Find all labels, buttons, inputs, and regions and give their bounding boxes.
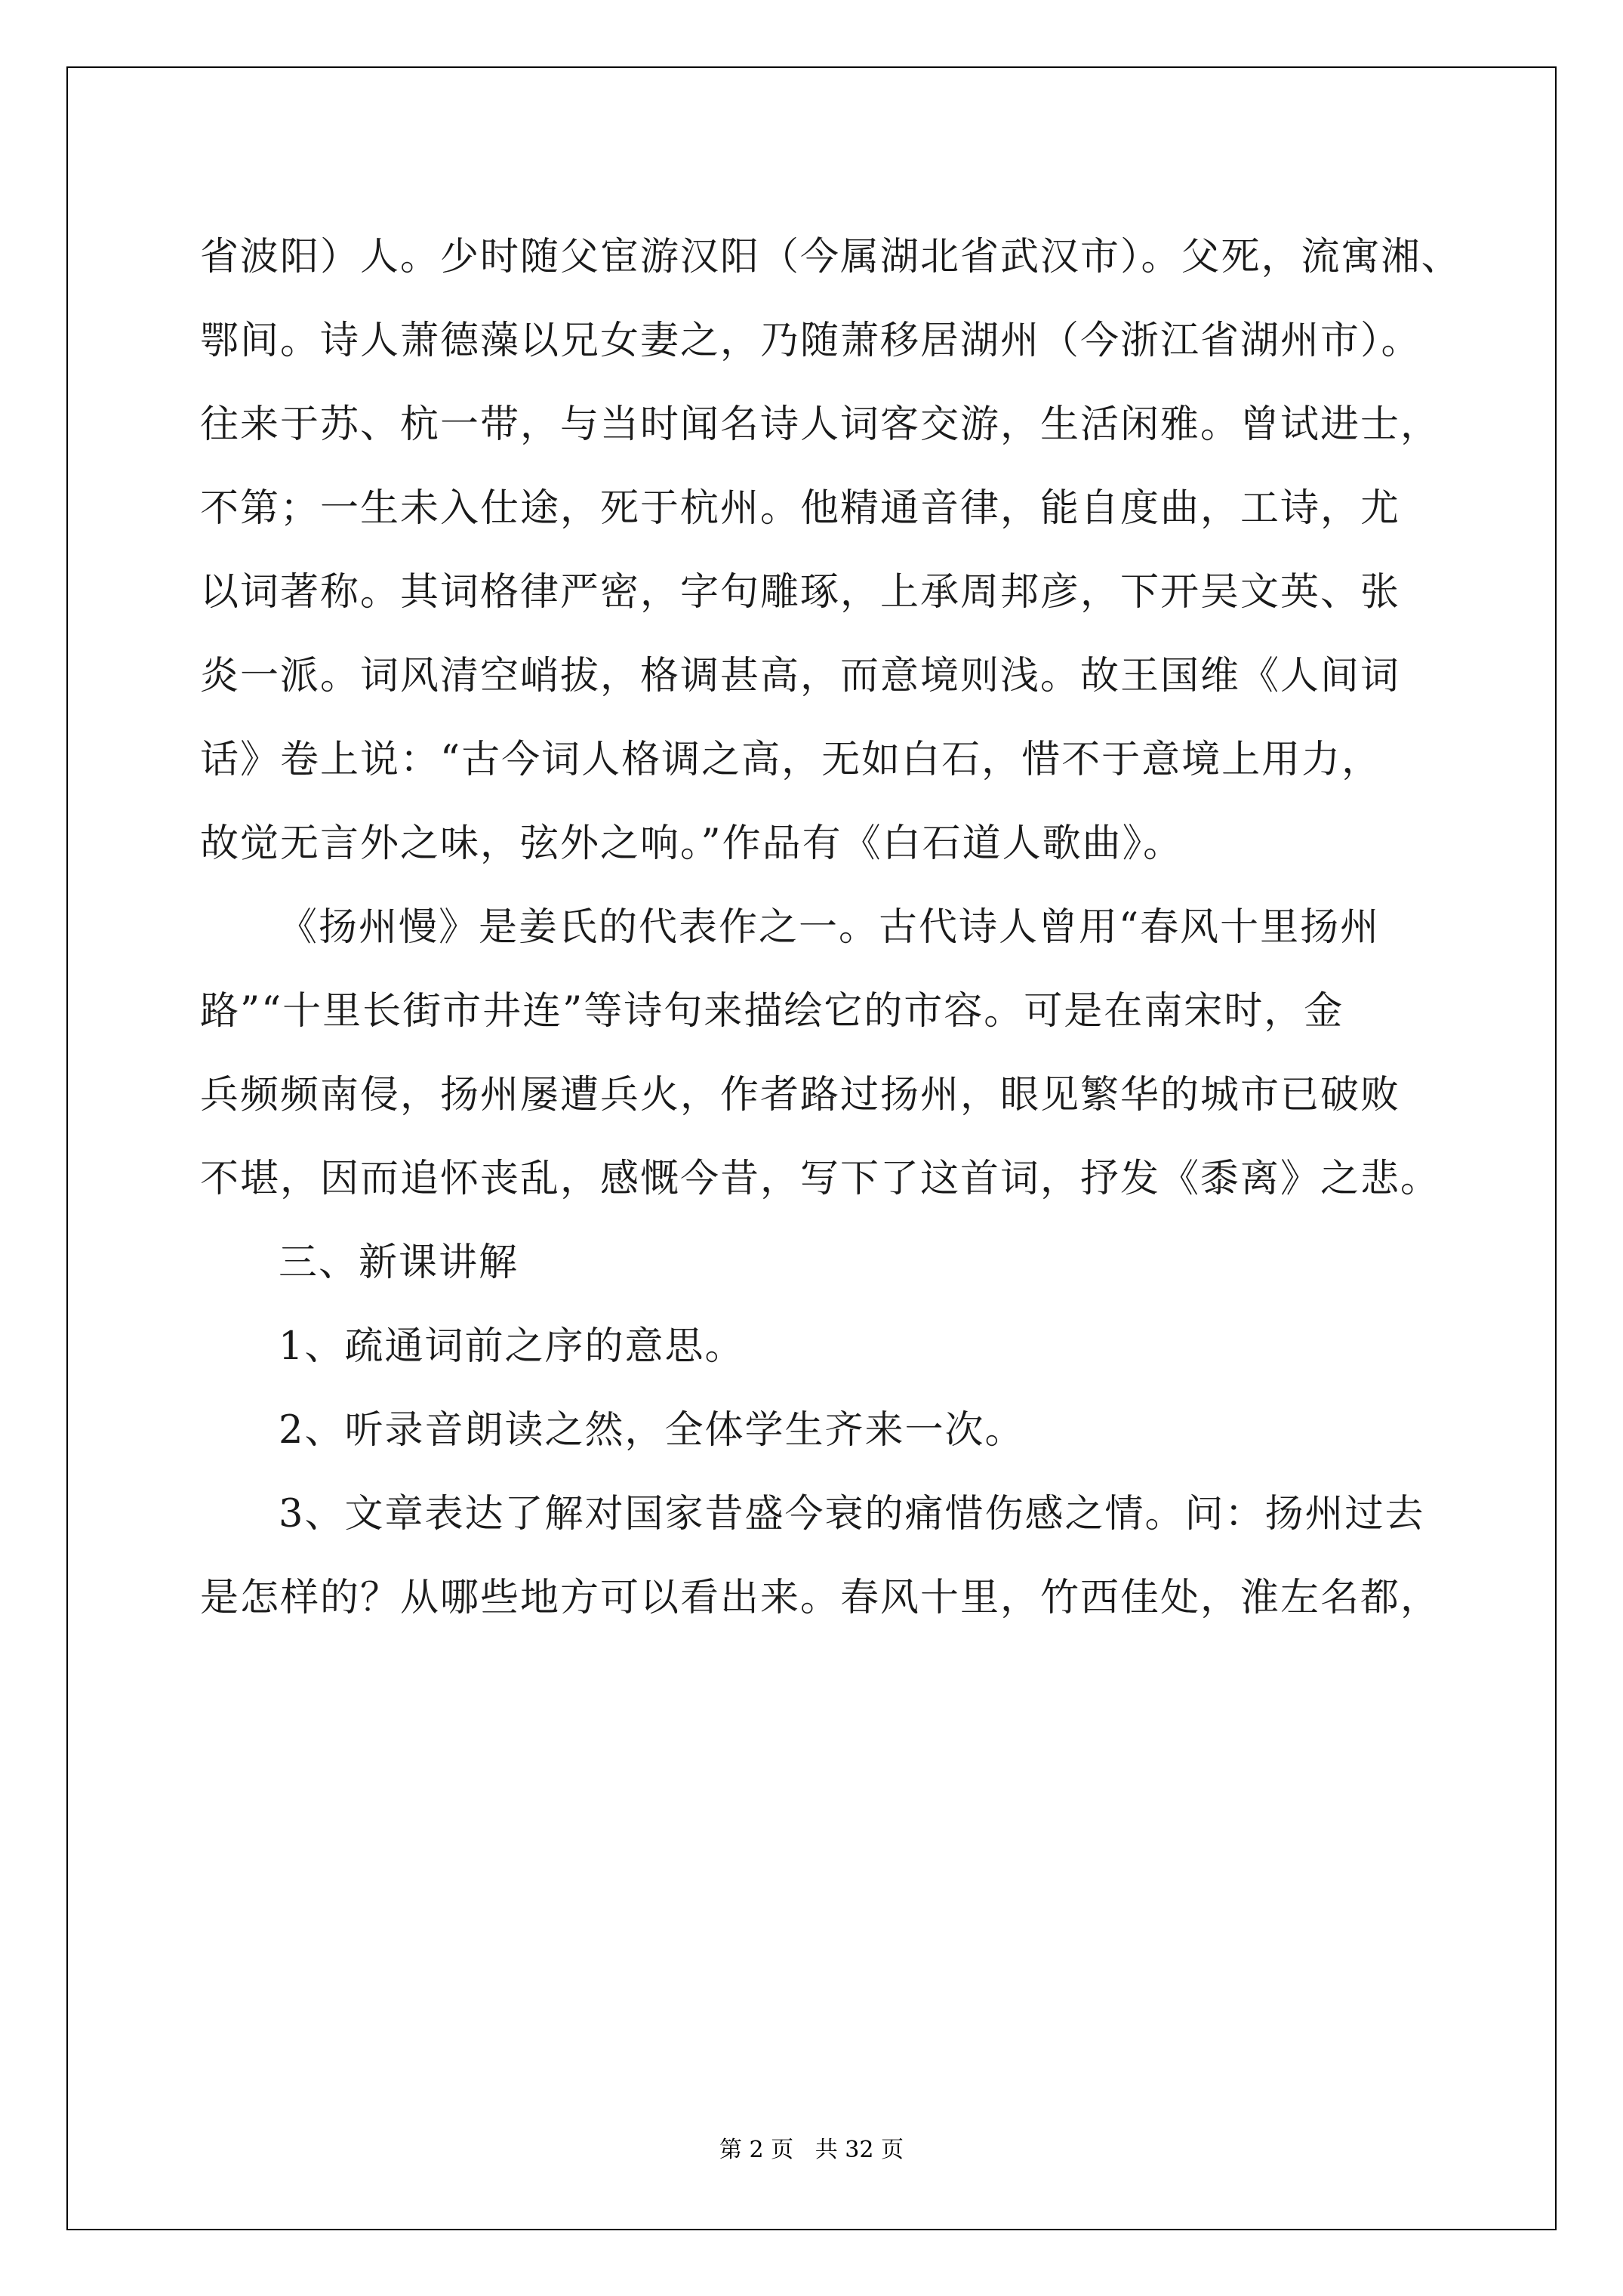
text-line: 《扬州慢》是姜氏的代表作之一。古代诗人曾用“春风十里扬州: [279, 905, 1381, 950]
text-line: 路”“十里长街市井连”等诗句来描绘它的市容。可是在南宋时，金: [200, 989, 1344, 1034]
page-total: 共 32 页: [815, 2137, 904, 2163]
page-footer: [0, 2131, 1623, 2164]
list-item: 1、疏通词前之序的意思。: [279, 1324, 745, 1369]
text-line: 往来于苏、杭一带，与当时闻名诗人词客交游，生活闲雅。曾试进士，: [200, 402, 1441, 447]
text-line: 不第；一生未入仕途，死于杭州。他精通音律，能自度曲，工诗，尤: [200, 486, 1401, 531]
list-item: 3、文章表达了解对国家昔盛今衰的痛惜伤感之情。问：扬州过去: [279, 1492, 1425, 1536]
text-line: 话》卷上说：“古今词人格调之高，无如白石，惜不于意境上用力，: [200, 738, 1382, 782]
text-line: 兵频频南侵，扬州屡遭兵火，作者路过扬州，眼见繁华的城市已破败: [200, 1073, 1401, 1117]
text-line: 不堪，因而追怀丧乱，感慨今昔，写下了这首词，抒发《黍离》之悲。: [200, 1157, 1441, 1201]
page-number: 第 2 页: [719, 2137, 794, 2163]
list-item: 2、听录音朗读之然，全体学生齐来一次。: [279, 1408, 1025, 1453]
text-line: 鄂间。诗人萧德藻以兄女妻之，乃随萧移居湖州（今浙江省湖州市）。: [200, 319, 1421, 363]
document-body: [200, 215, 1483, 1640]
text-line: 炎一派。词风清空峭拔，格调甚高，而意境则浅。故王国维《人间词: [200, 654, 1401, 698]
text-line: 省波阳）人。少时随父宦游汉阳（今属湖北省武汉市）。父死，流寓湘、: [200, 235, 1461, 279]
section-heading: 三、新课讲解: [279, 1240, 519, 1285]
text-line: 故觉无言外之味，弦外之响。”作品有《白石道人歌曲》。: [200, 821, 1184, 866]
text-line: 以词著称。其词格律严密，字句雕琢，上承周邦彦，下开吴文英、张: [200, 570, 1401, 615]
text-line: 是怎样的？从哪些地方可以看出来。春风十里，竹西佳处，淮左名都，: [200, 1576, 1441, 1620]
